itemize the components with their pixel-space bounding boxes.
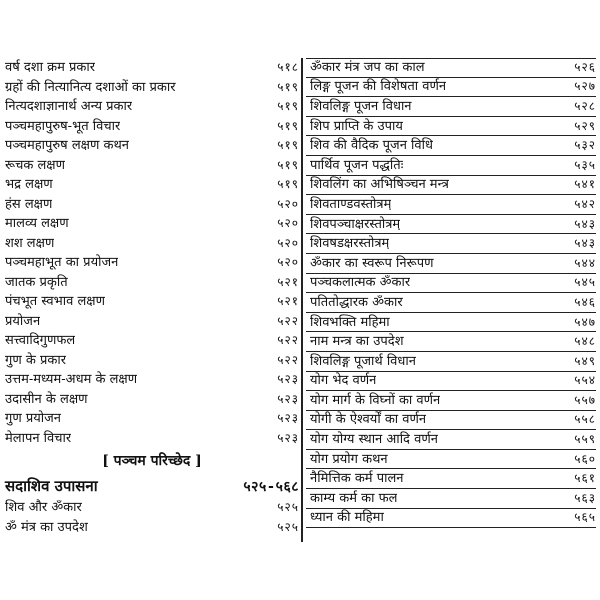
toc-entry-title: नैमित्तिक कर्म पालन: [310, 471, 404, 487]
toc-entry: [5, 429, 299, 449]
toc-entry-page: ५२८: [574, 98, 596, 113]
toc-entry-title: नित्यदशाज्ञानार्थ अन्य प्रकार: [5, 99, 133, 114]
toc-entry-page: ५२०: [277, 196, 299, 211]
toc-entry-title: शिवलिङ्ग पूजन विधान: [310, 98, 412, 114]
toc-entry-page: ५१८: [277, 60, 299, 74]
toc-entry-title: पञ्चमहाभूत का प्रयोजन: [5, 255, 119, 270]
toc-entry: [5, 234, 299, 254]
toc-entry: [306, 234, 596, 254]
section-pages: ५२५-५६८: [243, 478, 299, 495]
toc-entry: [306, 58, 596, 78]
toc-entry-page: ५१९: [277, 157, 299, 172]
toc-entry-title: रूचक लक्षण: [5, 157, 66, 173]
toc-entry-title: पञ्चमहापुरुष-भूत विचार: [5, 118, 121, 134]
toc-entry-page: ५३५: [574, 157, 596, 172]
toc-entry-title: योगी के ऐश्वर्यों का वर्णन: [310, 412, 427, 428]
toc-entry: [5, 195, 299, 215]
toc-entry-title: पतितोद्धारक ॐकार: [310, 294, 403, 310]
toc-entry-page: ५४९: [574, 353, 596, 368]
toc-entry-title: प्रयोजन: [5, 313, 41, 329]
toc-entry: [306, 254, 596, 274]
toc-entry: [306, 450, 596, 470]
toc-entry-page: ५६०: [574, 451, 596, 466]
toc-entry-page: ५५४: [574, 373, 596, 388]
toc-entry: [306, 176, 596, 196]
section-heading: [5, 474, 299, 498]
toc-entry-title: मेलापन विचार: [5, 430, 72, 446]
toc-entry: [306, 274, 596, 294]
toc-entry-title: शिव और ॐकार: [5, 500, 82, 515]
toc-entry-page: ५१९: [277, 79, 299, 94]
toc-entry-title: पंचभूत स्वभाव लक्षण: [5, 294, 106, 309]
toc-entry: [306, 489, 596, 509]
toc-entry: [5, 370, 299, 390]
toc-entry-title: शिवपञ्चाक्षरस्तोत्रम्: [310, 216, 401, 232]
toc-entry-title: शिप प्राप्ति के उपाय: [310, 118, 403, 134]
toc-entry-title: मालव्य लक्षण: [5, 216, 69, 231]
toc-entry: [306, 352, 596, 372]
toc-entry-title: शिवभक्ति महिमा: [310, 314, 390, 330]
toc-entry-page: ५६५: [574, 510, 596, 525]
toc-entry-title: नाम मन्त्र का उपदेश: [310, 334, 404, 350]
toc-entry-page: ५२३: [277, 430, 299, 445]
toc-entry: [5, 175, 299, 195]
toc-entry: [306, 313, 596, 333]
toc-entry-title: शिवषडक्षरस्तोत्रम्: [310, 236, 390, 252]
toc-entry-title: योग भेद वर्णन: [310, 373, 377, 389]
toc-entry-title: काम्य कर्म का फल: [310, 490, 398, 506]
toc-entry: [306, 469, 596, 489]
toc-entry: [5, 331, 299, 351]
toc-entry-title: शिवताण्डवस्तोत्रम्: [310, 196, 392, 212]
toc-entry-title: योग मार्ग के विघ्नों का वर्णन: [310, 392, 441, 408]
toc-entry-page: ५२३: [277, 391, 299, 406]
toc-entry-title: पार्थिव पूजन पद्धतिः: [310, 157, 404, 173]
toc-entry: [5, 390, 299, 410]
toc-entry: [306, 411, 596, 431]
toc-entry-title: हंस लक्षण: [5, 196, 53, 212]
toc-entry: [306, 293, 596, 313]
toc-entry-title: गुण के प्रकार: [5, 352, 67, 368]
toc-entry: [5, 518, 299, 538]
toc-entry: [5, 253, 299, 273]
toc-entry-title: योग प्रयोग कथन: [310, 451, 388, 467]
toc-entry-page: ५४६: [574, 294, 596, 309]
toc-entry-page: ५२०: [277, 216, 299, 230]
toc-entry-page: ५२५: [277, 519, 299, 534]
toc-entry-title: योग योग्य स्थान आदि वर्णन: [310, 432, 438, 448]
toc-entry-title: उदासीन के लक्षण: [5, 391, 88, 407]
toc-entry: [306, 156, 596, 176]
toc-entry-page: ५२०: [277, 255, 299, 269]
toc-entry: [5, 156, 299, 176]
toc-entry-page: ५२६: [574, 60, 596, 75]
toc-entry: [5, 78, 299, 98]
toc-entry-page: ५४२: [574, 196, 596, 211]
toc-entry-title: पञ्चमहापुरुष लक्षण कथन: [5, 138, 129, 153]
toc-entry: [5, 312, 299, 332]
toc-entry-page: ५२०: [277, 235, 299, 250]
right-entries-list: [306, 58, 596, 528]
toc-entry-page: ५६३: [574, 490, 596, 505]
chapter-heading: [ पञ्चम परिच्छेद ]: [102, 453, 202, 469]
toc-entry-page: ५४७: [574, 314, 596, 329]
left-after-list: [5, 498, 299, 537]
toc-entry-title: वर्ष दशा क्रम प्रकार: [5, 60, 96, 75]
toc-entry-page: ५५९: [574, 432, 596, 447]
toc-entry-page: ५४३: [574, 236, 596, 251]
toc-entry: [5, 97, 299, 117]
toc-entry-page: ५४१: [574, 177, 596, 192]
toc-entry-title: ग्रहों की नित्यानित्य दशाओं का प्रकार: [5, 79, 176, 95]
toc-entry: [306, 509, 596, 529]
toc-entry: [306, 391, 596, 411]
toc-entry-page: ५४८: [574, 334, 596, 349]
section-title: सदाशिव उपासना: [5, 477, 98, 495]
toc-entry-page: ५६१: [574, 471, 596, 486]
toc-entry-page: ५४५: [574, 275, 596, 290]
toc-entry-title: शिवलिंग का अभिषिञ्चन मन्त्र: [310, 177, 449, 193]
toc-entry-title: जातक प्रकृति: [5, 274, 68, 290]
toc-entry-page: ५१९: [277, 99, 299, 113]
toc-entry-title: सत्त्वादिगुणफल: [5, 333, 76, 348]
toc-entry: [306, 332, 596, 352]
toc-entry: [5, 351, 299, 371]
toc-entry-title: ॐकार मंत्र जप का काल: [310, 60, 425, 76]
toc-entry-page: ५२१: [277, 274, 299, 289]
toc-entry-title: गुण प्रयोजन: [5, 411, 62, 426]
toc-entry-title: लिङ्ग पूजन की विशेषता वर्णन: [310, 79, 447, 95]
toc-entry-page: ५२३: [277, 372, 299, 386]
toc-entry-title: उत्तम-मध्यम-अधम के लक्षण: [5, 372, 138, 387]
toc-entry: [5, 273, 299, 293]
toc-entry-title: शश लक्षण: [5, 235, 55, 251]
toc-entry-page: ५२७: [574, 79, 596, 94]
toc-entry-title: शिव की वैदिक पूजन विधि: [310, 138, 433, 154]
right-column: [306, 58, 596, 528]
toc-entry: [5, 58, 299, 78]
toc-entry-page: ५२२: [277, 352, 299, 367]
toc-entry: [5, 136, 299, 156]
toc-entry: [306, 430, 596, 450]
toc-entry-page: ५२५: [277, 500, 299, 514]
toc-entry-page: ५१९: [277, 138, 299, 152]
column-divider: [301, 58, 303, 542]
toc-entry: [306, 372, 596, 392]
toc-entry-title: ॐ मंत्र का उपदेश: [5, 519, 88, 535]
toc-entry-page: ५२१: [277, 294, 299, 308]
toc-entry: [306, 78, 596, 98]
toc-entry-title: भद्र लक्षण: [5, 177, 53, 192]
toc-entry-page: ५२९: [574, 118, 596, 133]
toc-entry: [306, 136, 596, 156]
toc-entry: [306, 215, 596, 235]
toc-entry-title: शिवलिङ्ग पूजार्थ विधान: [310, 353, 416, 369]
toc-entry: [306, 97, 596, 117]
toc-entry-page: ५१९: [277, 118, 299, 133]
toc-entry: [5, 117, 299, 137]
toc-entry: [5, 214, 299, 234]
toc-entry-title: ध्यान की महिमा: [310, 510, 384, 526]
toc-entry: [5, 498, 299, 518]
toc-entry: [306, 117, 596, 137]
toc-entry-title: ॐकार का स्वरूप निरूपण: [310, 255, 434, 271]
toc-entry-page: ५२२: [277, 333, 299, 347]
toc-entry-page: ५५७: [574, 392, 596, 407]
toc-entry-page: ५५८: [574, 412, 596, 427]
toc-entry-page: ५२३: [277, 411, 299, 425]
toc-entry: [5, 292, 299, 312]
toc-entry-page: ५३२: [574, 138, 596, 153]
toc-entry-page: ५२२: [277, 313, 299, 328]
toc-entry-title: पञ्चकलात्मक ॐकार: [310, 275, 411, 291]
toc-entry-page: ५४३: [574, 216, 596, 231]
toc-entry-page: ५४४: [574, 255, 596, 270]
left-column: [5, 58, 299, 537]
toc-entry: [306, 195, 596, 215]
left-entries-list: [5, 58, 299, 448]
toc-entry-page: ५१९: [277, 177, 299, 191]
toc-entry: [5, 409, 299, 429]
